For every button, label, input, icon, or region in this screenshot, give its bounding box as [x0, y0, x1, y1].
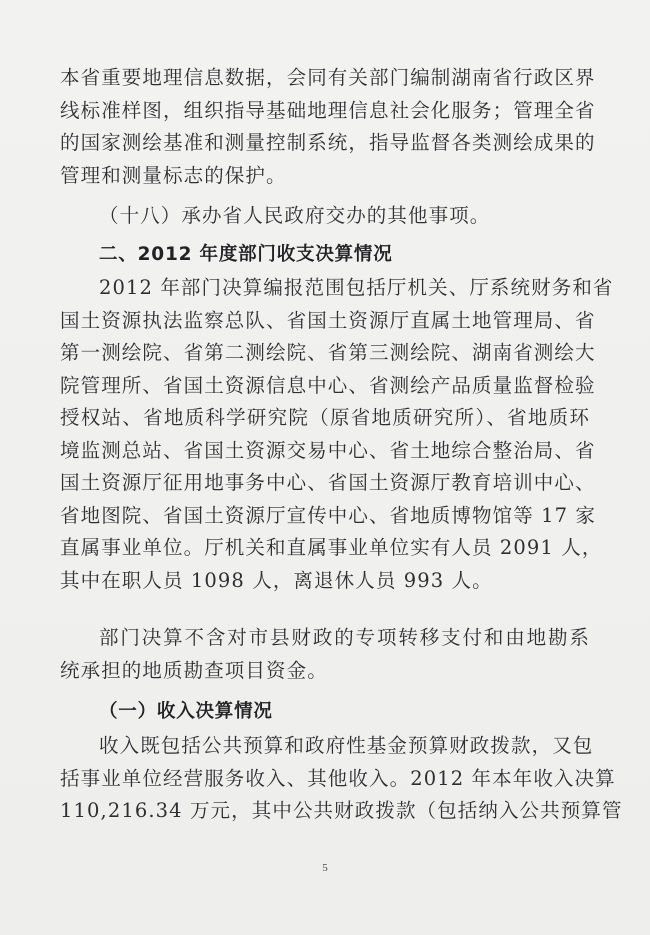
text-line: 部门决算不含对市县财政的专项转移支付和由地勘系	[99, 626, 590, 649]
subsection-heading: （一）收入决算情况	[99, 701, 273, 722]
paragraph-duties-continued	[60, 62, 596, 192]
text-line: 国土资源厅征用地事务中心、省国土资源厅教育培训中心、	[60, 471, 596, 494]
paragraph-item-18	[60, 200, 590, 233]
text-line: 其中在职人员 1098 人，离退休人员 993 人。	[60, 568, 493, 592]
text-line: 直属事业单位。厅机关和直属事业单位实有人员 2091 人，	[60, 536, 603, 559]
text-line: 收入既包括公共预算和政府性基金预算财政拨款，又包	[99, 734, 594, 757]
text-line: 境监测总站、省国土资源交易中心、省土地综合整治局、省	[60, 438, 596, 462]
text-line: 110,216.34 万元，其中公共财政拨款（包括纳入公共预算管	[60, 799, 623, 822]
text-line: 统承担的地质勘查项目资金。	[60, 658, 328, 682]
paragraph-income	[60, 730, 623, 828]
text-line: 本省重要地理信息数据，会同有关部门编制湖南省行政区界	[60, 66, 596, 89]
text-line: 国土资源执法监察总队、省国土资源厅直属土地管理局、省	[60, 308, 596, 332]
text-line: 线标准样图，组织指导基础地理信息社会化服务；管理全省	[60, 98, 596, 122]
text-line: 第一测绘院、省第二测绘院、省第三测绘院、湖南省测绘大	[60, 341, 596, 364]
text-line: 省地图院、省国土资源厅宣传中心、省地质博物馆等 17 家	[60, 503, 597, 527]
text-line: （十八）承办省人民政府交办的其他事项。	[99, 204, 491, 227]
paragraph-exclusion	[60, 622, 590, 687]
text-line: 括事业单位经营服务收入、其他收入。2012 年本年收入决算	[60, 766, 616, 790]
paragraph-scope	[60, 272, 614, 597]
text-line: 的国家测绘基准和测量控制系统，指导监督各类测绘成果的	[60, 131, 596, 154]
page-number: 5	[322, 862, 328, 874]
text-line: 院管理所、省国土资源信息中心、省测绘产品质量监督检验	[60, 373, 596, 397]
text-line: 2012 年部门决算编报范围包括厅机关、厅系统财务和省	[99, 276, 614, 299]
text-line: 授权站、省地质科学研究院（原省地质研究所）、省地质环	[60, 406, 590, 429]
text-line: 管理和测量标志的保护。	[60, 163, 287, 187]
section-heading: 二、2012 年度部门收支决算情况	[99, 244, 393, 265]
